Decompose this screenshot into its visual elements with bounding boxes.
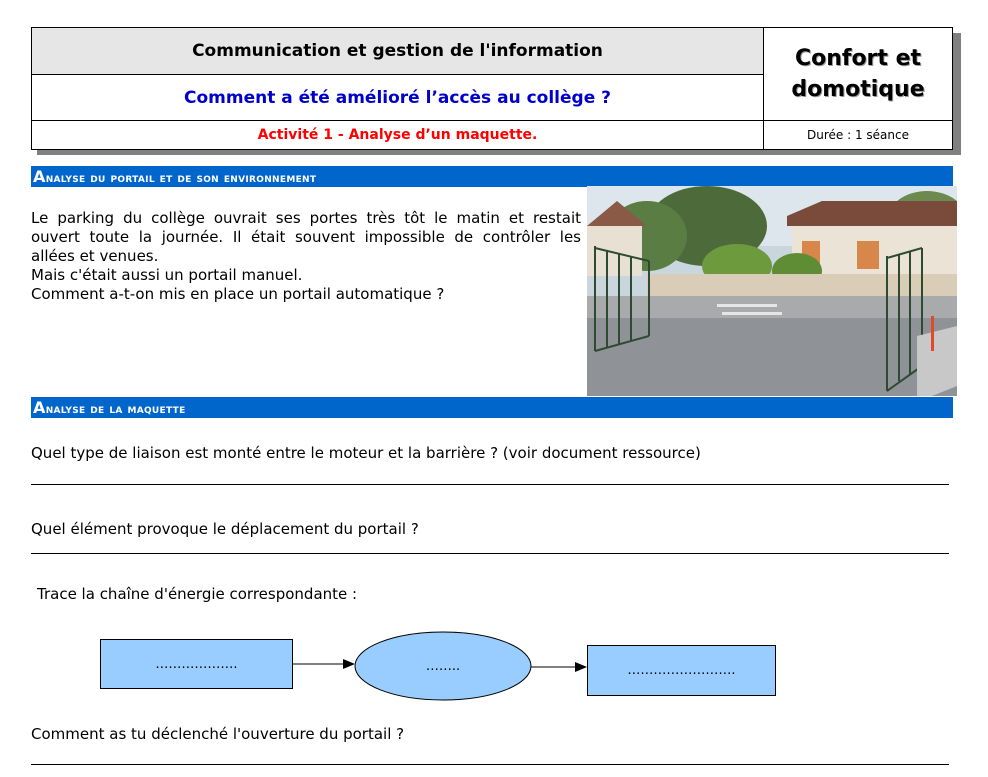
question-element: Quel élément provoque le déplacement du portail ? xyxy=(31,520,419,538)
chain-box-2[interactable] xyxy=(587,645,776,696)
chain-ellipse[interactable] xyxy=(355,653,531,679)
question-declenchement: Comment as tu déclenché l'ouverture du portail ? xyxy=(31,725,405,743)
intro-paragraph: Le parking du collège ouvrait ses portes très tôt le matin et restait ouvert toute la journée. Il était souvent impossible de contrôler les allées et venues. xyxy=(31,209,581,265)
intro-line-question: Comment a-t-on mis en place un portail automatique ? xyxy=(31,285,445,303)
theme-line-2: domotique xyxy=(791,77,925,102)
section1-initial: A xyxy=(33,167,46,186)
chain-box-2-text: ……………………. xyxy=(627,663,736,678)
question-liaison: Quel type de liaison est monté entre le moteur et la barrière ? (voir document ressource) xyxy=(31,444,701,462)
section2-title: nalyse de la maquette xyxy=(45,402,186,417)
answer-line-3[interactable] xyxy=(31,764,949,765)
theme-line-1: Confort et xyxy=(794,46,922,71)
header-title: Communication et gestion de l'information xyxy=(32,28,764,75)
chain-box-1-text: ………………. xyxy=(155,656,238,672)
header-activity: Activité 1 - Analyse d’un maquette. xyxy=(32,121,764,149)
header-duration: Durée : 1 séance xyxy=(807,128,909,142)
header-question: Comment a été amélioré l’accès au collège ? xyxy=(32,75,764,121)
section2-initial: A xyxy=(33,398,46,417)
chain-box-1[interactable] xyxy=(100,639,293,689)
section1-title: nalyse du portail et de son environnement xyxy=(45,171,317,186)
chain-ellipse-text: …….. xyxy=(425,658,461,674)
chain-prompt: Trace la chaîne d'énergie correspondante : xyxy=(37,585,358,603)
intro-line-manual: Mais c'était aussi un portail manuel. xyxy=(31,266,303,284)
